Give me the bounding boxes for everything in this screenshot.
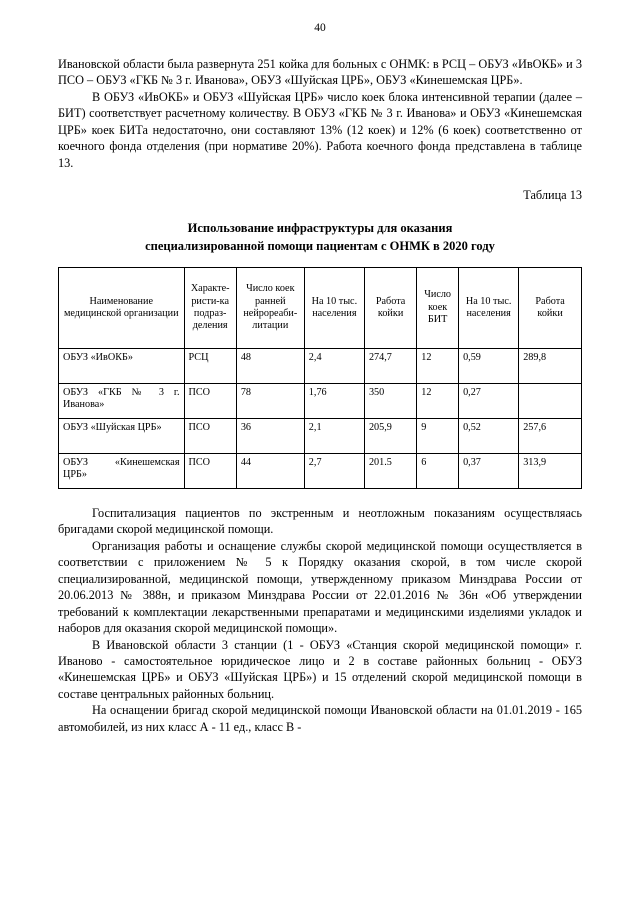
table-cell: РСЦ xyxy=(184,348,236,383)
table-cell: ПСО xyxy=(184,453,236,488)
table-cell: 2,7 xyxy=(304,453,364,488)
table-row xyxy=(59,383,582,418)
table-header-cell: Число коек ранней нейрореаби-литации xyxy=(236,267,304,348)
table-cell: 36 xyxy=(236,418,304,453)
table-header-cell: Характе-ристи-ка подраз-деления xyxy=(184,267,236,348)
table-cell: 0,37 xyxy=(459,453,519,488)
table-cell xyxy=(519,383,582,418)
after-table-text xyxy=(58,505,582,736)
table-cell: 2,1 xyxy=(304,418,364,453)
paragraph-after-3: В Ивановской области 3 станции (1 - ОБУЗ «Станция скорой медицинской помощи» г. Иваново - самостоятельное юридическое лицо и 2 в составе районных больниц - ОБУЗ «Кинешемская ЦРБ» и ОБУЗ «Шуйская ЦРБ») и 15 отделений скорой медицинской помощи в составе центральных районных больниц. xyxy=(58,637,582,701)
table-title-line-1: Использование инфраструктуры для оказания xyxy=(187,221,453,236)
table-header-cell: Работа койки xyxy=(364,267,416,348)
table-cell: ПСО xyxy=(184,418,236,453)
infrastructure-table xyxy=(58,267,582,489)
table-label: Таблица 13 xyxy=(523,188,582,203)
paragraph-after-2: Организация работы и оснащение службы скорой медицинской помощи осуществляется в соответствии с приложением № 5 к Порядку оказания скорой, в том числе скорой специализированной, медицинской помощи, утвержденному приказом Минздрава России от 20.06.2013 № 388н, и приказом Минздрава России от 22.01.2016 № 36н «Об утверждении требований к комплектации лекарственными препаратами и медицинскими изделиями укладок и наборов для оказания скорой медицинской помощи». xyxy=(58,538,582,636)
table-cell: 9 xyxy=(417,418,459,453)
table-header-cell: На 10 тыс. населения xyxy=(304,267,364,348)
table-title xyxy=(58,220,582,255)
table-cell: 201.5 xyxy=(364,453,416,488)
table-cell: 12 xyxy=(417,348,459,383)
table-cell: ОБУЗ «ИвОКБ» xyxy=(59,348,185,383)
table-cell: 313,9 xyxy=(519,453,582,488)
table-cell: 0,52 xyxy=(459,418,519,453)
table-cell: 0,59 xyxy=(459,348,519,383)
table-cell: ОБУЗ «Шуйская ЦРБ» xyxy=(59,418,185,453)
table-cell: ОБУЗ «ГКБ № 3 г. Иванова» xyxy=(59,383,185,418)
table-row xyxy=(59,348,582,383)
table-cell: 350 xyxy=(364,383,416,418)
table-header-cell: Число коек БИТ xyxy=(417,267,459,348)
table-cell: 48 xyxy=(236,348,304,383)
table-header-row xyxy=(59,267,582,348)
table-cell: 257,6 xyxy=(519,418,582,453)
table-cell: 289,8 xyxy=(519,348,582,383)
table-cell: ПСО xyxy=(184,383,236,418)
table-title-line-2: специализированной помощи пациентам с ОНМК в 2020 году xyxy=(145,238,495,253)
table-cell: 274,7 xyxy=(364,348,416,383)
paragraph-after-1: Госпитализация пациентов по экстренным и неотложным показаниям осуществляась бригадами скорой медицинской помощи. xyxy=(58,505,582,537)
table-header-cell: Наименование медицинской организации xyxy=(59,267,185,348)
paragraph-after-4: На оснащении бригад скорой медицинской помощи Ивановской области на 01.01.2019 - 165 автомобилей, из них класс А - 11 ед., класс В - xyxy=(58,703,582,734)
table-cell: 6 xyxy=(417,453,459,488)
table-cell: 78 xyxy=(236,383,304,418)
table-row xyxy=(59,418,582,453)
table-cell: 205,9 xyxy=(364,418,416,453)
table-cell: ОБУЗ «Кинешемская ЦРБ» xyxy=(59,453,185,488)
paragraph-intro-2: В ОБУЗ «ИвОКБ» и ОБУЗ «Шуйская ЦРБ» число коек блока интенсивной терапии (далее – БИТ) соответствует расчетному количеству. В ОБУЗ «ГКБ № 3 г. Иванова» и ОБУЗ «Кинешемская ЦРБ» коек БИТа недостаточно, они составляют 13% (12 коек) и 12% (6 коек) соответственно от коечного фонда отделения (при нормативе 20%). Работа коечного фонда представлена в таблице 13. xyxy=(58,89,582,170)
table-cell: 12 xyxy=(417,383,459,418)
table-cell: 1,76 xyxy=(304,383,364,418)
paragraph-intro-1: Ивановской области была развернута 251 койка для больных с ОНМК: в РСЦ – ОБУЗ «ИвОКБ» и 3 ПСО – ОБУЗ «ГКБ № 3 г. Иванова», ОБУЗ «Шуйская ЦРБ», ОБУЗ «Кинешемская ЦРБ». xyxy=(58,57,582,88)
table-cell: 0,27 xyxy=(459,383,519,418)
page-number: 40 xyxy=(314,22,326,34)
table-row xyxy=(59,453,582,488)
table-header-cell: Работа койки xyxy=(519,267,582,348)
table-cell: 44 xyxy=(236,453,304,488)
table-cell: 2,4 xyxy=(304,348,364,383)
table-header-cell: На 10 тыс. населения xyxy=(459,267,519,348)
